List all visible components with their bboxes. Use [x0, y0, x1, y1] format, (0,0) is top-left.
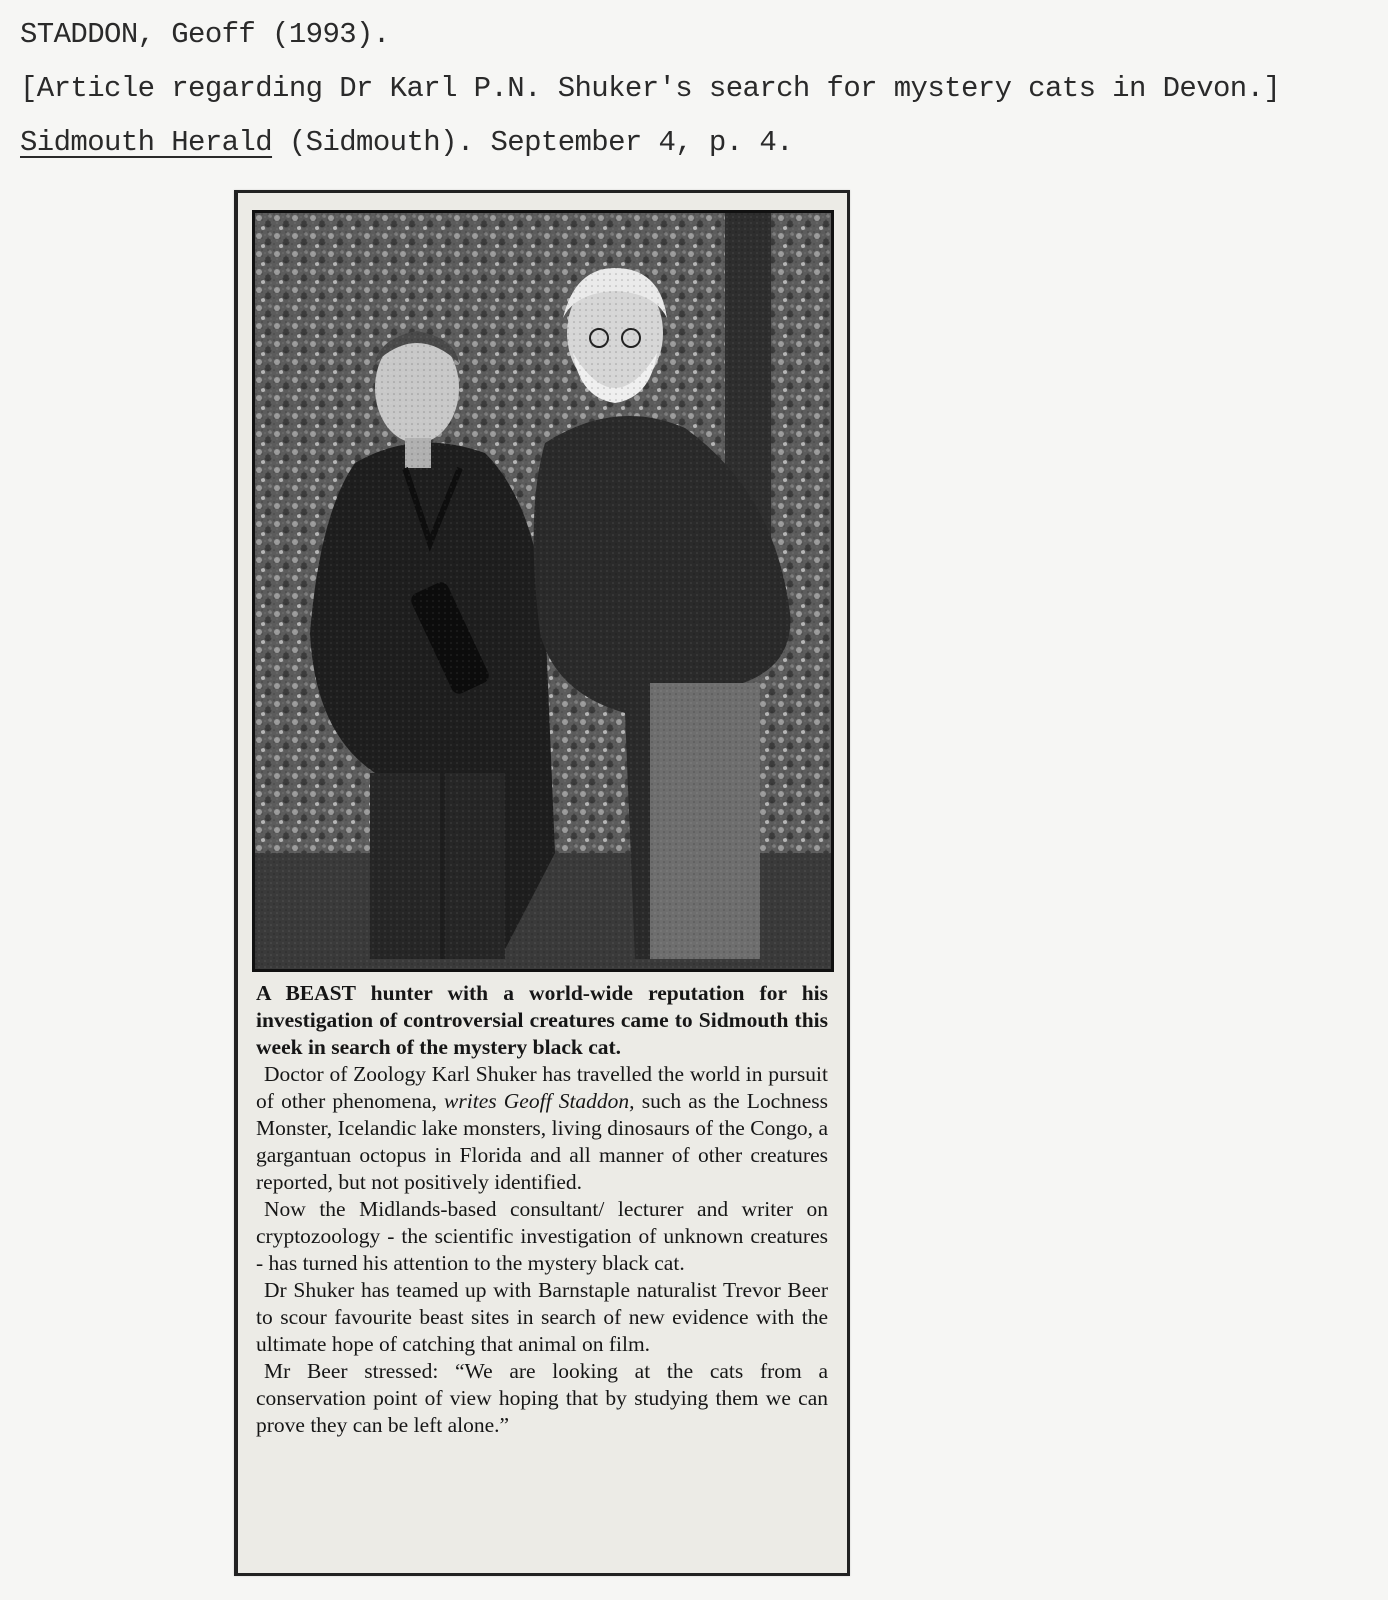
article-paragraph-5: Mr Beer stressed: “We are looking at the cats from a conservation point of view hoping that by studying them we can prove they can be left alone.” [256, 1359, 828, 1437]
article-body [256, 980, 828, 1439]
article-lead-paragraph: A BEAST hunter with a world-wide reputation for his investigation of controversial creatures came to Sidmouth this week in search of the mystery black cat. [256, 981, 828, 1059]
citation-source [20, 116, 1280, 170]
newspaper-photo [252, 210, 834, 972]
clipping-border-left [234, 190, 238, 1576]
citation-source-details: (Sidmouth). September 4, p. 4. [272, 126, 793, 159]
citation-publication: Sidmouth Herald [20, 126, 273, 159]
article-paragraph-2-text-a: Doctor of Zoology Karl Shuker has travelled the world in pursuit of other phenomena, [256, 1062, 828, 1113]
clipping-border-top [234, 190, 850, 193]
article-byline: writes Geoff Staddon, [444, 1089, 635, 1113]
clipping-border-bottom [234, 1573, 850, 1576]
article-paragraph-2 [256, 1061, 828, 1196]
citation-block [20, 8, 1280, 170]
citation-description: [Article regarding Dr Karl P.N. Shuker's search for mystery cats in Devon.] [20, 72, 1281, 105]
article-paragraph-4: Dr Shuker has teamed up with Barnstaple naturalist Trevor Beer to scour favourite beast sites in search of new evidence with the ultimate hope of catching that animal on film. [256, 1278, 828, 1356]
article-paragraph-3: Now the Midlands-based consultant/ lecturer and writer on cryptozoology - the scientific investigation of unknown creatures - has turned his attention to the mystery black cat. [256, 1197, 828, 1275]
photo-illustration [255, 213, 831, 969]
newspaper-clipping [234, 190, 850, 1576]
article-paragraph-2-text-b: such as the Lochness Monster, Icelandic lake monsters, living dinosaurs of the Congo, a gargantuan octopus in Florida and all manner of other creatures reported, but not positively identified. [256, 1089, 828, 1194]
clipping-border-right [847, 190, 850, 1576]
citation-author-year: STADDON, Geoff (1993). [20, 18, 390, 51]
